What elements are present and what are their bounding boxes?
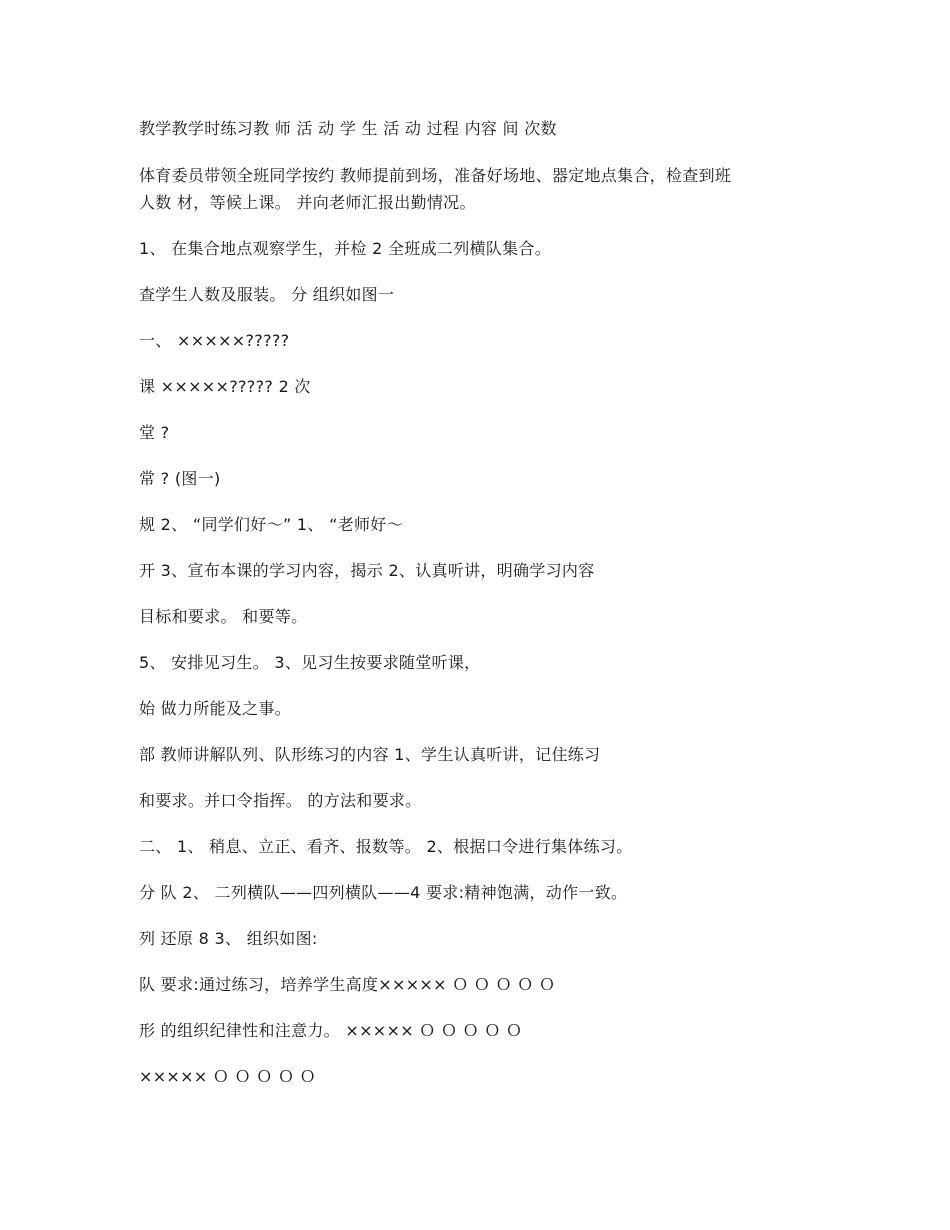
text-line-11: 开 3、宣布本课的学习内容，揭示 2、认真听讲，明确学习内容 <box>139 561 595 580</box>
text-line-18: 分 队 2、 二列横队——四列横队——4 要求:精神饱满，动作一致。 <box>139 883 628 902</box>
text-line-17: 二、 1、 稍息、立正、看齐、报数等。 2、根据口令进行集体练习。 <box>139 837 633 856</box>
text-line-1: 教学教学时练习教 师 活 动 学 生 活 动 过程 内容 间 次数 <box>139 119 557 138</box>
text-line-22: ××××× Ｏ Ｏ Ｏ Ｏ Ｏ <box>139 1067 316 1086</box>
text-line-2: 体育委员带领全班同学按约 教师提前到场，准备好场地、器定地点集合，检查到班 <box>139 166 732 185</box>
text-line-20: 队 要求:通过练习，培养学生高度××××× Ｏ Ｏ Ｏ Ｏ Ｏ <box>139 975 556 994</box>
text-line-7: 课 ×××××????? 2 次 <box>139 377 311 396</box>
text-line-10: 规 2、 “同学们好～” 1、 “老师好～ <box>139 515 403 534</box>
text-line-19: 列 还原 8 3、 组织如图: <box>139 929 318 948</box>
text-line-9: 常 ? (图一) <box>139 469 221 488</box>
text-line-15: 部 教师讲解队列、队形练习的内容 1、学生认真听讲，记住练习 <box>139 745 601 764</box>
text-line-3: 人数 材，等候上课。 并向老师汇报出勤情况。 <box>139 193 476 212</box>
text-line-13: 5、 安排见习生。 3、见习生按要求随堂听课， <box>139 653 481 672</box>
text-line-8: 堂 ? <box>139 423 170 442</box>
text-line-5: 查学生人数及服装。 分 组织如图一 <box>139 285 395 304</box>
text-line-12: 目标和要求。 和要等。 <box>139 607 308 626</box>
text-line-4: 1、 在集合地点观察学生，并检 2 全班成二列横队集合。 <box>139 239 552 258</box>
text-line-14: 始 做力所能及之事。 <box>139 699 292 718</box>
text-line-6: 一、 ×××××????? <box>139 331 290 350</box>
text-line-21: 形 的组织纪律性和注意力。 ××××× Ｏ Ｏ Ｏ Ｏ Ｏ <box>139 1021 523 1040</box>
text-line-16: 和要求。并口令指挥。 的方法和要求。 <box>139 791 422 810</box>
